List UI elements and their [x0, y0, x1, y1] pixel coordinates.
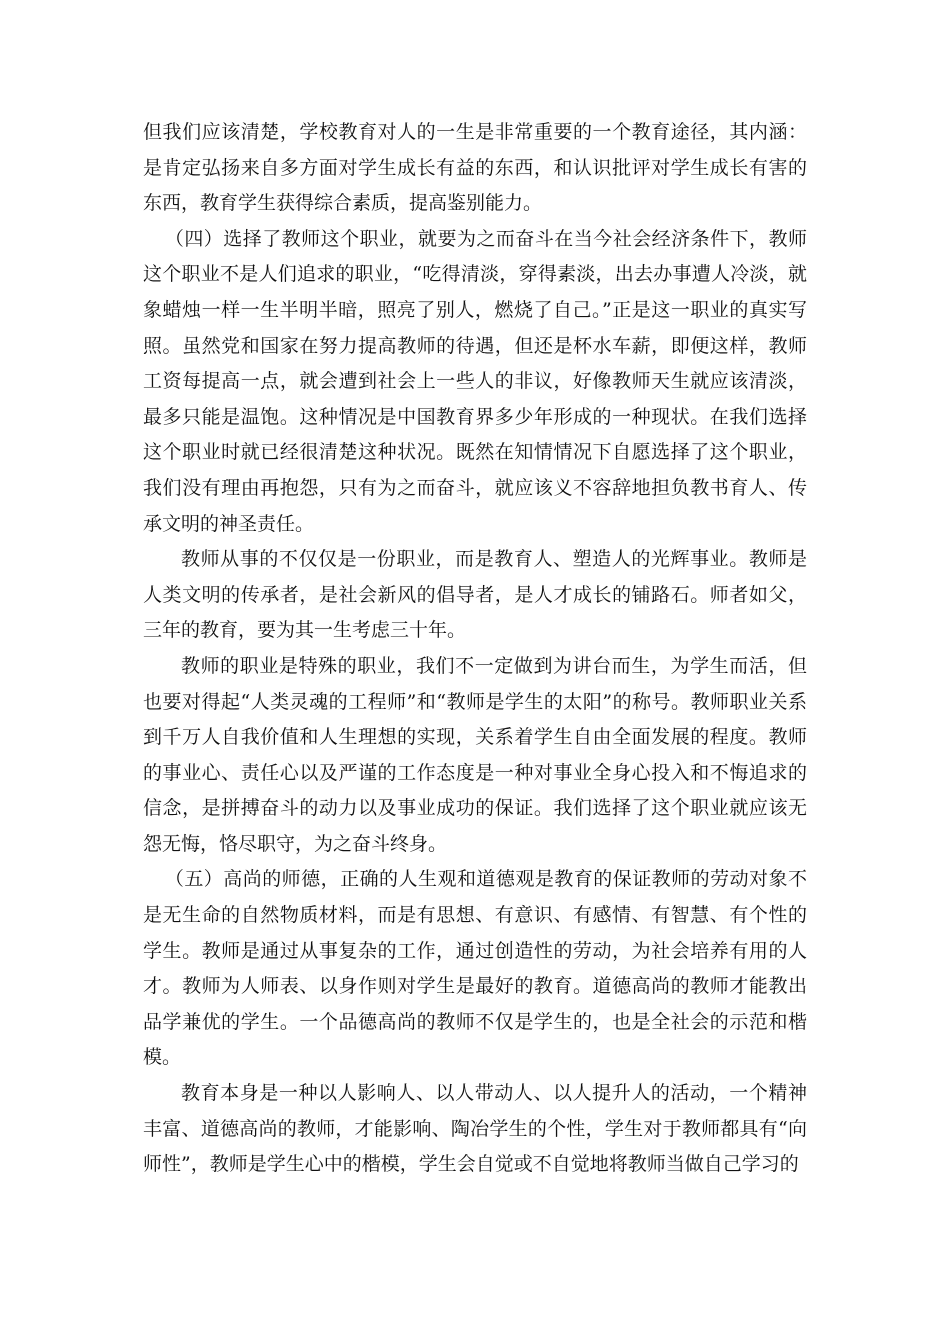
paragraph-special-profession: 教师的职业是特殊的职业，我们不一定做到为讲台而生，为学生而活，但也要对得起“人类灵魂的工程师”和“教师是学生的太阳”的称号。教师职业关系到千万人自我价值和人生理想的实现，关系着学生自由全面发展的程度。教师的事业心、责任心以及严谨的工作态度是一种对事业全身心投入和不悔追求的信念，是拼搏奋斗的动力以及事业成功的保证。我们选择了这个职业就应该无怨无悔，恪尽职守，为之奋斗终身。: [143, 654, 807, 855]
paragraph-section-four: （四）选择了教师这个职业，就要为之而奋斗在当今社会经济条件下，教师这个职业不是人们追求的职业，“吃得清淡，穿得素淡，出去办事遭人冷淡，就象蜡烛一样一生半明半暗，照亮了别人，燃烧了自己。”正是这一职业的真实写照。虽然党和国家在努力提高教师的待遇，但还是杯水车薪，即便这样，教师工资每提高一点，就会遭到社会上一些人的非议，好像教师天生就应该清淡，最多只能是温饱。这种情况是中国教育界多少年形成的一种现状。在我们选择这个职业时就已经很清楚这种状况。既然在知情情况下自愿选择了这个职业，我们没有理由再抱怨，只有为之而奋斗，就应该义不容辞地担负教书育人、传承文明的神圣责任。: [143, 227, 807, 535]
paragraph-continued: 但我们应该清楚，学校教育对人的一生是非常重要的一个教育途径，其内涵：是肯定弘扬来自多方面对学生成长有益的东西，和认识批评对学生成长有害的东西，教育学生获得综合素质，提高鉴别能力。: [143, 121, 807, 215]
paragraph-section-five: （五）高尚的师德，正确的人生观和道德观是教育的保证教师的劳动对象不是无生命的自然物质材料，而是有思想、有意识、有感情、有智慧、有个性的学生。教师是通过从事复杂的工作，通过创造性的劳动，为社会培养有用的人才。教师为人师表、以身作则对学生是最好的教育。道德高尚的教师才能教出品学兼优的学生。一个品德高尚的教师不仅是学生的，也是全社会的示范和楷模。: [143, 868, 807, 1069]
document-body: [143, 115, 807, 1183]
paragraph-education-influence: 教育本身是一种以人影响人、以人带动人、以人提升人的活动，一个精神丰富、道德高尚的教师，才能影响、陶冶学生的个性，学生对于教师都具有“向师性”，教师是学生心中的楷模，学生会自觉或不自觉地将教师当做自己学习的: [143, 1082, 807, 1176]
paragraph-teacher-career: 教师从事的不仅仅是一份职业，而是教育人、塑造人的光辉事业。教师是人类文明的传承者，是社会新风的倡导者，是人才成长的铺路石。师者如父，三年的教育，要为其一生考虑三十年。: [143, 548, 807, 642]
